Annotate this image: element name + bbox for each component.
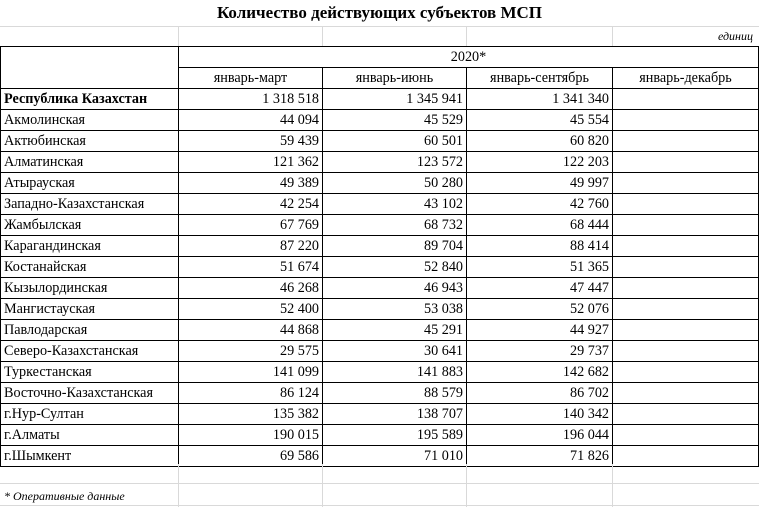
value-cell[interactable] bbox=[613, 215, 759, 236]
value-cell[interactable] bbox=[613, 173, 759, 194]
value-cell[interactable]: 44 868 bbox=[179, 320, 323, 341]
value-cell[interactable] bbox=[613, 425, 759, 446]
sheet-title[interactable]: Количество действующих субъектов МСП bbox=[216, 3, 543, 22]
table-row bbox=[1, 131, 759, 152]
value-cell[interactable]: 1 345 941 bbox=[323, 89, 467, 110]
unit-label[interactable]: единиц bbox=[717, 29, 753, 43]
value-cell[interactable]: 29 575 bbox=[179, 341, 323, 362]
region-name-cell[interactable]: Акмолинская bbox=[1, 110, 179, 131]
sme-table bbox=[0, 46, 759, 467]
region-name-cell[interactable]: Кызылординская bbox=[1, 278, 179, 299]
value-cell[interactable]: 52 076 bbox=[467, 299, 613, 320]
period-header-cell[interactable]: январь-декабрь bbox=[613, 68, 759, 89]
region-name-cell[interactable]: Западно-Казахстанская bbox=[1, 194, 179, 215]
table-row bbox=[1, 383, 759, 404]
value-cell[interactable]: 121 362 bbox=[179, 152, 323, 173]
value-cell[interactable]: 44 094 bbox=[179, 110, 323, 131]
period-header-cell[interactable]: январь-сентябрь bbox=[467, 68, 613, 89]
table-row bbox=[1, 173, 759, 194]
value-cell[interactable] bbox=[613, 131, 759, 152]
region-name-cell[interactable]: Республика Казахстан bbox=[1, 89, 179, 110]
region-name-cell[interactable]: г.Нур-Султан bbox=[1, 404, 179, 425]
gridline bbox=[322, 26, 323, 46]
value-cell[interactable]: 60 501 bbox=[323, 131, 467, 152]
value-cell[interactable]: 59 439 bbox=[179, 131, 323, 152]
value-cell[interactable]: 45 291 bbox=[323, 320, 467, 341]
table-row bbox=[1, 89, 759, 110]
table-row bbox=[1, 257, 759, 278]
value-cell[interactable]: 71 826 bbox=[467, 446, 613, 467]
value-cell[interactable]: 140 342 bbox=[467, 404, 613, 425]
region-name-cell[interactable]: Карагандинская bbox=[1, 236, 179, 257]
value-cell[interactable] bbox=[613, 341, 759, 362]
value-cell[interactable] bbox=[613, 362, 759, 383]
region-name-cell[interactable]: Северо-Казахстанская bbox=[1, 341, 179, 362]
region-name-cell[interactable]: Жамбылская bbox=[1, 215, 179, 236]
value-cell[interactable]: 42 254 bbox=[179, 194, 323, 215]
gridline bbox=[612, 26, 613, 46]
value-cell[interactable]: 45 529 bbox=[323, 110, 467, 131]
value-cell[interactable]: 67 769 bbox=[179, 215, 323, 236]
value-cell[interactable]: 1 318 518 bbox=[179, 89, 323, 110]
value-cell[interactable]: 135 382 bbox=[179, 404, 323, 425]
region-name-cell[interactable]: Восточно-Казахстанская bbox=[1, 383, 179, 404]
value-cell[interactable]: 50 280 bbox=[323, 173, 467, 194]
value-cell[interactable]: 47 447 bbox=[467, 278, 613, 299]
corner-cell[interactable] bbox=[1, 47, 179, 89]
table-row bbox=[1, 236, 759, 257]
table-row bbox=[1, 341, 759, 362]
table-row bbox=[1, 215, 759, 236]
table-row bbox=[1, 299, 759, 320]
footnote[interactable]: * Оперативные данные bbox=[4, 489, 125, 503]
table-row bbox=[1, 152, 759, 173]
value-cell[interactable]: 88 414 bbox=[467, 236, 613, 257]
value-cell[interactable]: 87 220 bbox=[179, 236, 323, 257]
header-row-year bbox=[1, 47, 759, 68]
table-row bbox=[1, 110, 759, 131]
value-cell[interactable]: 51 365 bbox=[467, 257, 613, 278]
value-cell[interactable]: 68 444 bbox=[467, 215, 613, 236]
value-cell[interactable]: 122 203 bbox=[467, 152, 613, 173]
value-cell[interactable]: 42 760 bbox=[467, 194, 613, 215]
table-row bbox=[1, 362, 759, 383]
value-cell[interactable]: 46 943 bbox=[323, 278, 467, 299]
value-cell[interactable]: 60 820 bbox=[467, 131, 613, 152]
value-cell[interactable]: 190 015 bbox=[179, 425, 323, 446]
value-cell[interactable]: 68 732 bbox=[323, 215, 467, 236]
period-header-cell[interactable]: январь-июнь bbox=[323, 68, 467, 89]
gridline bbox=[178, 26, 179, 46]
value-cell[interactable] bbox=[613, 110, 759, 131]
region-name-cell[interactable]: Актюбинская bbox=[1, 131, 179, 152]
value-cell[interactable]: 86 124 bbox=[179, 383, 323, 404]
value-cell[interactable]: 196 044 bbox=[467, 425, 613, 446]
region-name-cell[interactable]: Павлодарская bbox=[1, 320, 179, 341]
value-cell[interactable]: 142 682 bbox=[467, 362, 613, 383]
value-cell[interactable]: 30 641 bbox=[323, 341, 467, 362]
value-cell[interactable]: 46 268 bbox=[179, 278, 323, 299]
value-cell[interactable]: 141 099 bbox=[179, 362, 323, 383]
value-cell[interactable] bbox=[613, 320, 759, 341]
value-cell[interactable]: 69 586 bbox=[179, 446, 323, 467]
period-header-cell[interactable]: январь-март bbox=[179, 68, 323, 89]
value-cell[interactable]: 141 883 bbox=[323, 362, 467, 383]
value-cell[interactable]: 43 102 bbox=[323, 194, 467, 215]
value-cell[interactable] bbox=[613, 152, 759, 173]
value-cell[interactable]: 29 737 bbox=[467, 341, 613, 362]
value-cell[interactable] bbox=[613, 383, 759, 404]
value-cell[interactable]: 86 702 bbox=[467, 383, 613, 404]
value-cell[interactable]: 45 554 bbox=[467, 110, 613, 131]
table-row bbox=[1, 425, 759, 446]
table-row bbox=[1, 404, 759, 425]
region-name-cell[interactable]: Атырауская bbox=[1, 173, 179, 194]
value-cell[interactable]: 51 674 bbox=[179, 257, 323, 278]
value-cell[interactable]: 52 400 bbox=[179, 299, 323, 320]
table-row bbox=[1, 194, 759, 215]
value-cell[interactable]: 52 840 bbox=[323, 257, 467, 278]
value-cell[interactable]: 123 572 bbox=[323, 152, 467, 173]
region-name-cell[interactable]: Туркестанская bbox=[1, 362, 179, 383]
value-cell[interactable]: 71 010 bbox=[323, 446, 467, 467]
region-name-cell[interactable]: Мангистауская bbox=[1, 299, 179, 320]
region-name-cell[interactable]: Алматинская bbox=[1, 152, 179, 173]
value-cell[interactable]: 44 927 bbox=[467, 320, 613, 341]
value-cell[interactable]: 49 997 bbox=[467, 173, 613, 194]
value-cell[interactable] bbox=[613, 89, 759, 110]
value-cell[interactable] bbox=[613, 236, 759, 257]
year-header-cell[interactable]: 2020* bbox=[179, 47, 759, 68]
value-cell[interactable]: 195 589 bbox=[323, 425, 467, 446]
value-cell[interactable]: 88 579 bbox=[323, 383, 467, 404]
value-cell[interactable] bbox=[613, 194, 759, 215]
value-cell[interactable]: 89 704 bbox=[323, 236, 467, 257]
gridline bbox=[466, 26, 467, 46]
region-name-cell[interactable]: г.Шымкент bbox=[1, 446, 179, 467]
value-cell[interactable] bbox=[613, 278, 759, 299]
value-cell[interactable] bbox=[613, 299, 759, 320]
region-name-cell[interactable]: г.Алматы bbox=[1, 425, 179, 446]
value-cell[interactable] bbox=[613, 257, 759, 278]
value-cell[interactable]: 49 389 bbox=[179, 173, 323, 194]
value-cell[interactable]: 138 707 bbox=[323, 404, 467, 425]
value-cell[interactable] bbox=[613, 404, 759, 425]
table-row bbox=[1, 278, 759, 299]
table-row bbox=[1, 320, 759, 341]
region-name-cell[interactable]: Костанайская bbox=[1, 257, 179, 278]
value-cell[interactable]: 1 341 340 bbox=[467, 89, 613, 110]
gridline bbox=[0, 26, 759, 27]
value-cell[interactable]: 53 038 bbox=[323, 299, 467, 320]
